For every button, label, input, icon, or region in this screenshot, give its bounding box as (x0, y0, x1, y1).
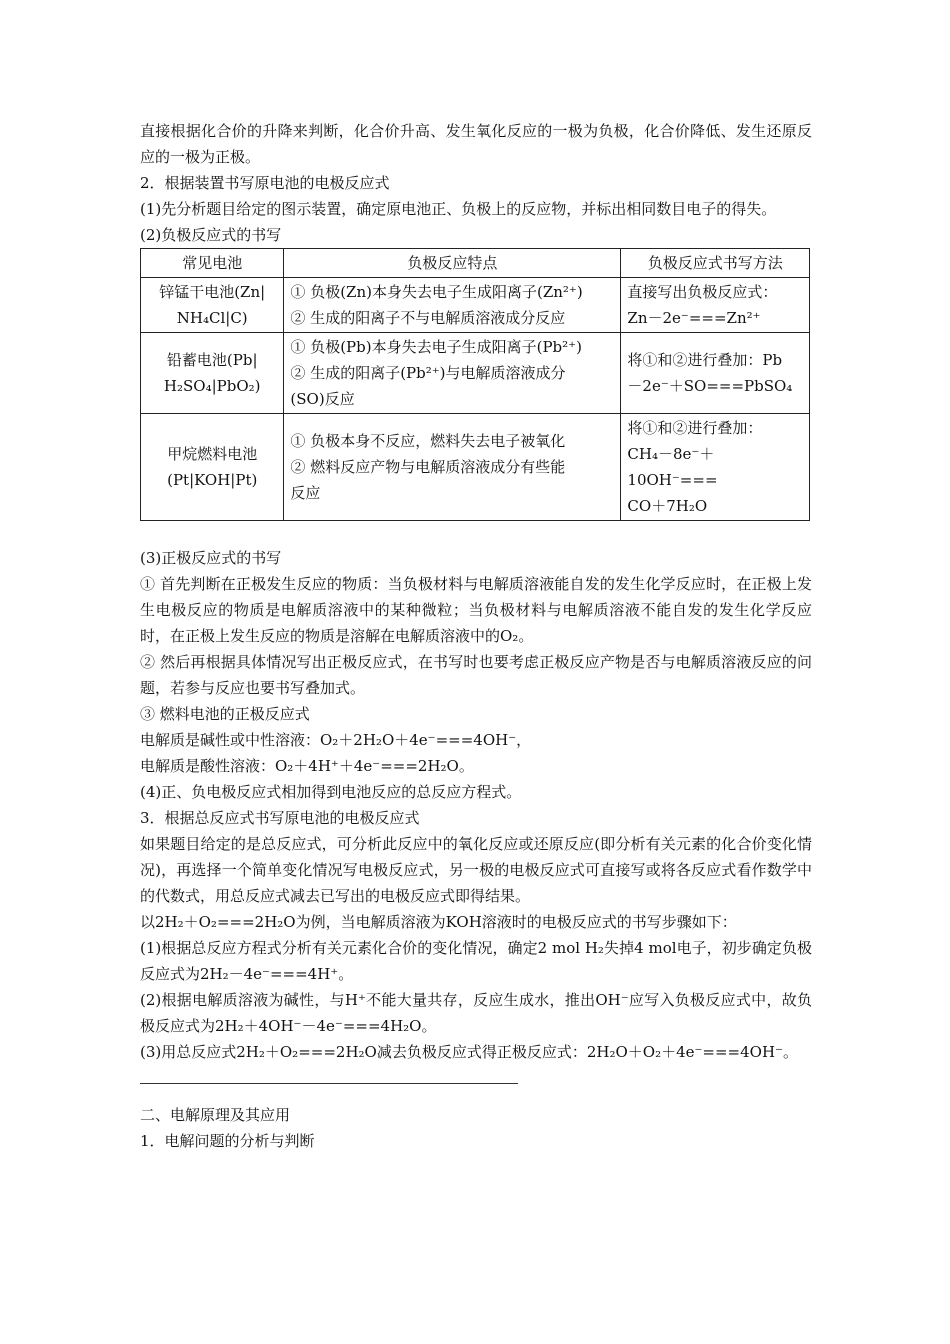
cell-line: (SO)反应 (290, 390, 355, 408)
section-3-title: 3．根据总反应式书写原电池的电极反应式 (140, 809, 420, 827)
header-battery: 常见电池 (141, 249, 284, 278)
cell-features (284, 414, 621, 521)
cell-line: ① 负极(Zn)本身失去电子生成阳离子(Zn²⁺) (290, 283, 583, 301)
table-header-row (141, 249, 810, 278)
positive-paragraph-5: 电解质是酸性溶液：O₂＋4H⁺＋4e⁻===2H₂O。 (140, 757, 474, 775)
cell-line: 锌锰干电池(Zn| (159, 283, 266, 301)
document-page (140, 118, 812, 1154)
cell-features (284, 333, 621, 414)
part-2-title: 二、电解原理及其应用 (140, 1106, 291, 1124)
cell-method (621, 278, 810, 333)
section-2-step-1: (1)先分析题目给定的图示装置，确定原电池正、负极上的反应物，并标出相同数目电子的得失。 (140, 200, 777, 218)
cell-line: ① 负极本身不反应，燃料失去电子被氧化 (290, 432, 566, 450)
cell-line: CH₄－8e⁻＋10OH⁻=== (627, 445, 718, 489)
cell-method (621, 414, 810, 521)
section-2-step-2: (2)负极反应式的书写 (140, 226, 282, 244)
intro-paragraph: 直接根据化合价的升降来判断，化合价升高、发生氧化反应的一极为负极，化合价降低、发生还原反应的一极为正极。 (140, 122, 812, 166)
header-features: 负极反应特点 (284, 249, 621, 278)
positive-title: (3)正极反应式的书写 (140, 549, 282, 567)
cell-line: H₂SO₄|PbO₂) (163, 377, 261, 395)
positive-paragraph-2: ② 然后再根据具体情况写出正极反应式，在书写时也要考虑正极反应产物是否与电解质溶液反应的问题，若参与反应也要书写叠加式。 (140, 653, 812, 697)
positive-paragraph-3: ③ 燃料电池的正极反应式 (140, 705, 310, 723)
cell-battery (141, 333, 284, 414)
table-row (141, 278, 810, 333)
cell-line: 反应 (290, 484, 321, 502)
cell-line: 直接写出负极反应式： (627, 283, 778, 301)
cell-line: 甲烷燃料电池 (167, 445, 258, 463)
cell-line: －2e⁻＋SO===PbSO₄ (627, 377, 793, 395)
cell-line: 将①和②进行叠加：Pb (627, 351, 783, 369)
part-2-subtitle: 1．电解问题的分析与判断 (140, 1132, 315, 1150)
cell-line: 铅蓄电池(Pb| (166, 351, 258, 369)
cell-line: 将①和②进行叠加： (627, 419, 763, 437)
cell-line: ② 燃料反应产物与电解质溶液成分有些能 (290, 458, 566, 476)
cell-method (621, 333, 810, 414)
section-3-paragraph-5: (3)用总反应式2H₂＋O₂===2H₂O减去负极反应式得正极反应式：2H₂O＋O₂＋4e⁻===4OH⁻。 (140, 1043, 798, 1061)
divider (140, 1083, 518, 1084)
positive-paragraph-1: ① 首先判断在正极发生反应的物质：当负极材料与电解质溶液能自发的发生化学反应时，在正极上发生电极反应的物质是电解质溶液中的某种微粒；当负极材料与电解质溶液不能自发的发生化学反应时，在正极上发生反应的物质是溶解在电解质溶液中的O₂。 (140, 575, 812, 645)
table-row (141, 333, 810, 414)
cell-battery (141, 278, 284, 333)
header-method: 负极反应式书写方法 (621, 249, 810, 278)
section-2-title: 2．根据装置书写原电池的电极反应式 (140, 174, 390, 192)
cell-line: NH₄Cl|C) (176, 309, 248, 327)
table-row (141, 414, 810, 521)
cell-line: CO＋7H₂O (627, 497, 708, 515)
cell-line: ① 负极(Pb)本身失去电子生成阳离子(Pb²⁺) (290, 338, 582, 356)
positive-paragraph-6: (4)正、负电极反应式相加得到电池反应的总反应方程式。 (140, 783, 522, 801)
cell-features (284, 278, 621, 333)
section-3-paragraph-3: (1)根据总反应方程式分析有关元素化合价的变化情况，确定2 mol H₂失掉4 mol电子，初步确定负极反应式为2H₂－4e⁻===4H⁺。 (140, 939, 812, 983)
cell-line: (Pt|KOH|Pt) (167, 471, 258, 489)
negative-electrode-table (140, 248, 810, 521)
section-3-paragraph-1: 如果题目给定的是总反应式，可分析此反应中的氧化反应或还原反应(即分析有关元素的化合价变化情况)，再选择一个简单变化情况写电极反应式，另一极的电极反应式可直接写或将各反应式看作数学中的代数式，用总反应式减去已写出的电极反应式即得结果。 (140, 835, 812, 905)
section-3-paragraph-2: 以2H₂＋O₂===2H₂O为例，当电解质溶液为KOH溶液时的电极反应式的书写步骤如下： (140, 913, 737, 931)
cell-battery (141, 414, 284, 521)
section-3-paragraph-4: (2)根据电解质溶液为碱性，与H⁺不能大量共存，反应生成水，推出OH⁻应写入负极反应式中，故负极反应式为2H₂＋4OH⁻－4e⁻===4H₂O。 (140, 991, 812, 1035)
cell-line: ② 生成的阳离子(Pb²⁺)与电解质溶液成分 (290, 364, 566, 382)
cell-line: Zn－2e⁻===Zn²⁺ (627, 309, 761, 327)
positive-paragraph-4: 电解质是碱性或中性溶液：O₂＋2H₂O＋4e⁻===4OH⁻， (140, 731, 532, 749)
cell-line: ② 生成的阳离子不与电解质溶液成分反应 (290, 309, 566, 327)
